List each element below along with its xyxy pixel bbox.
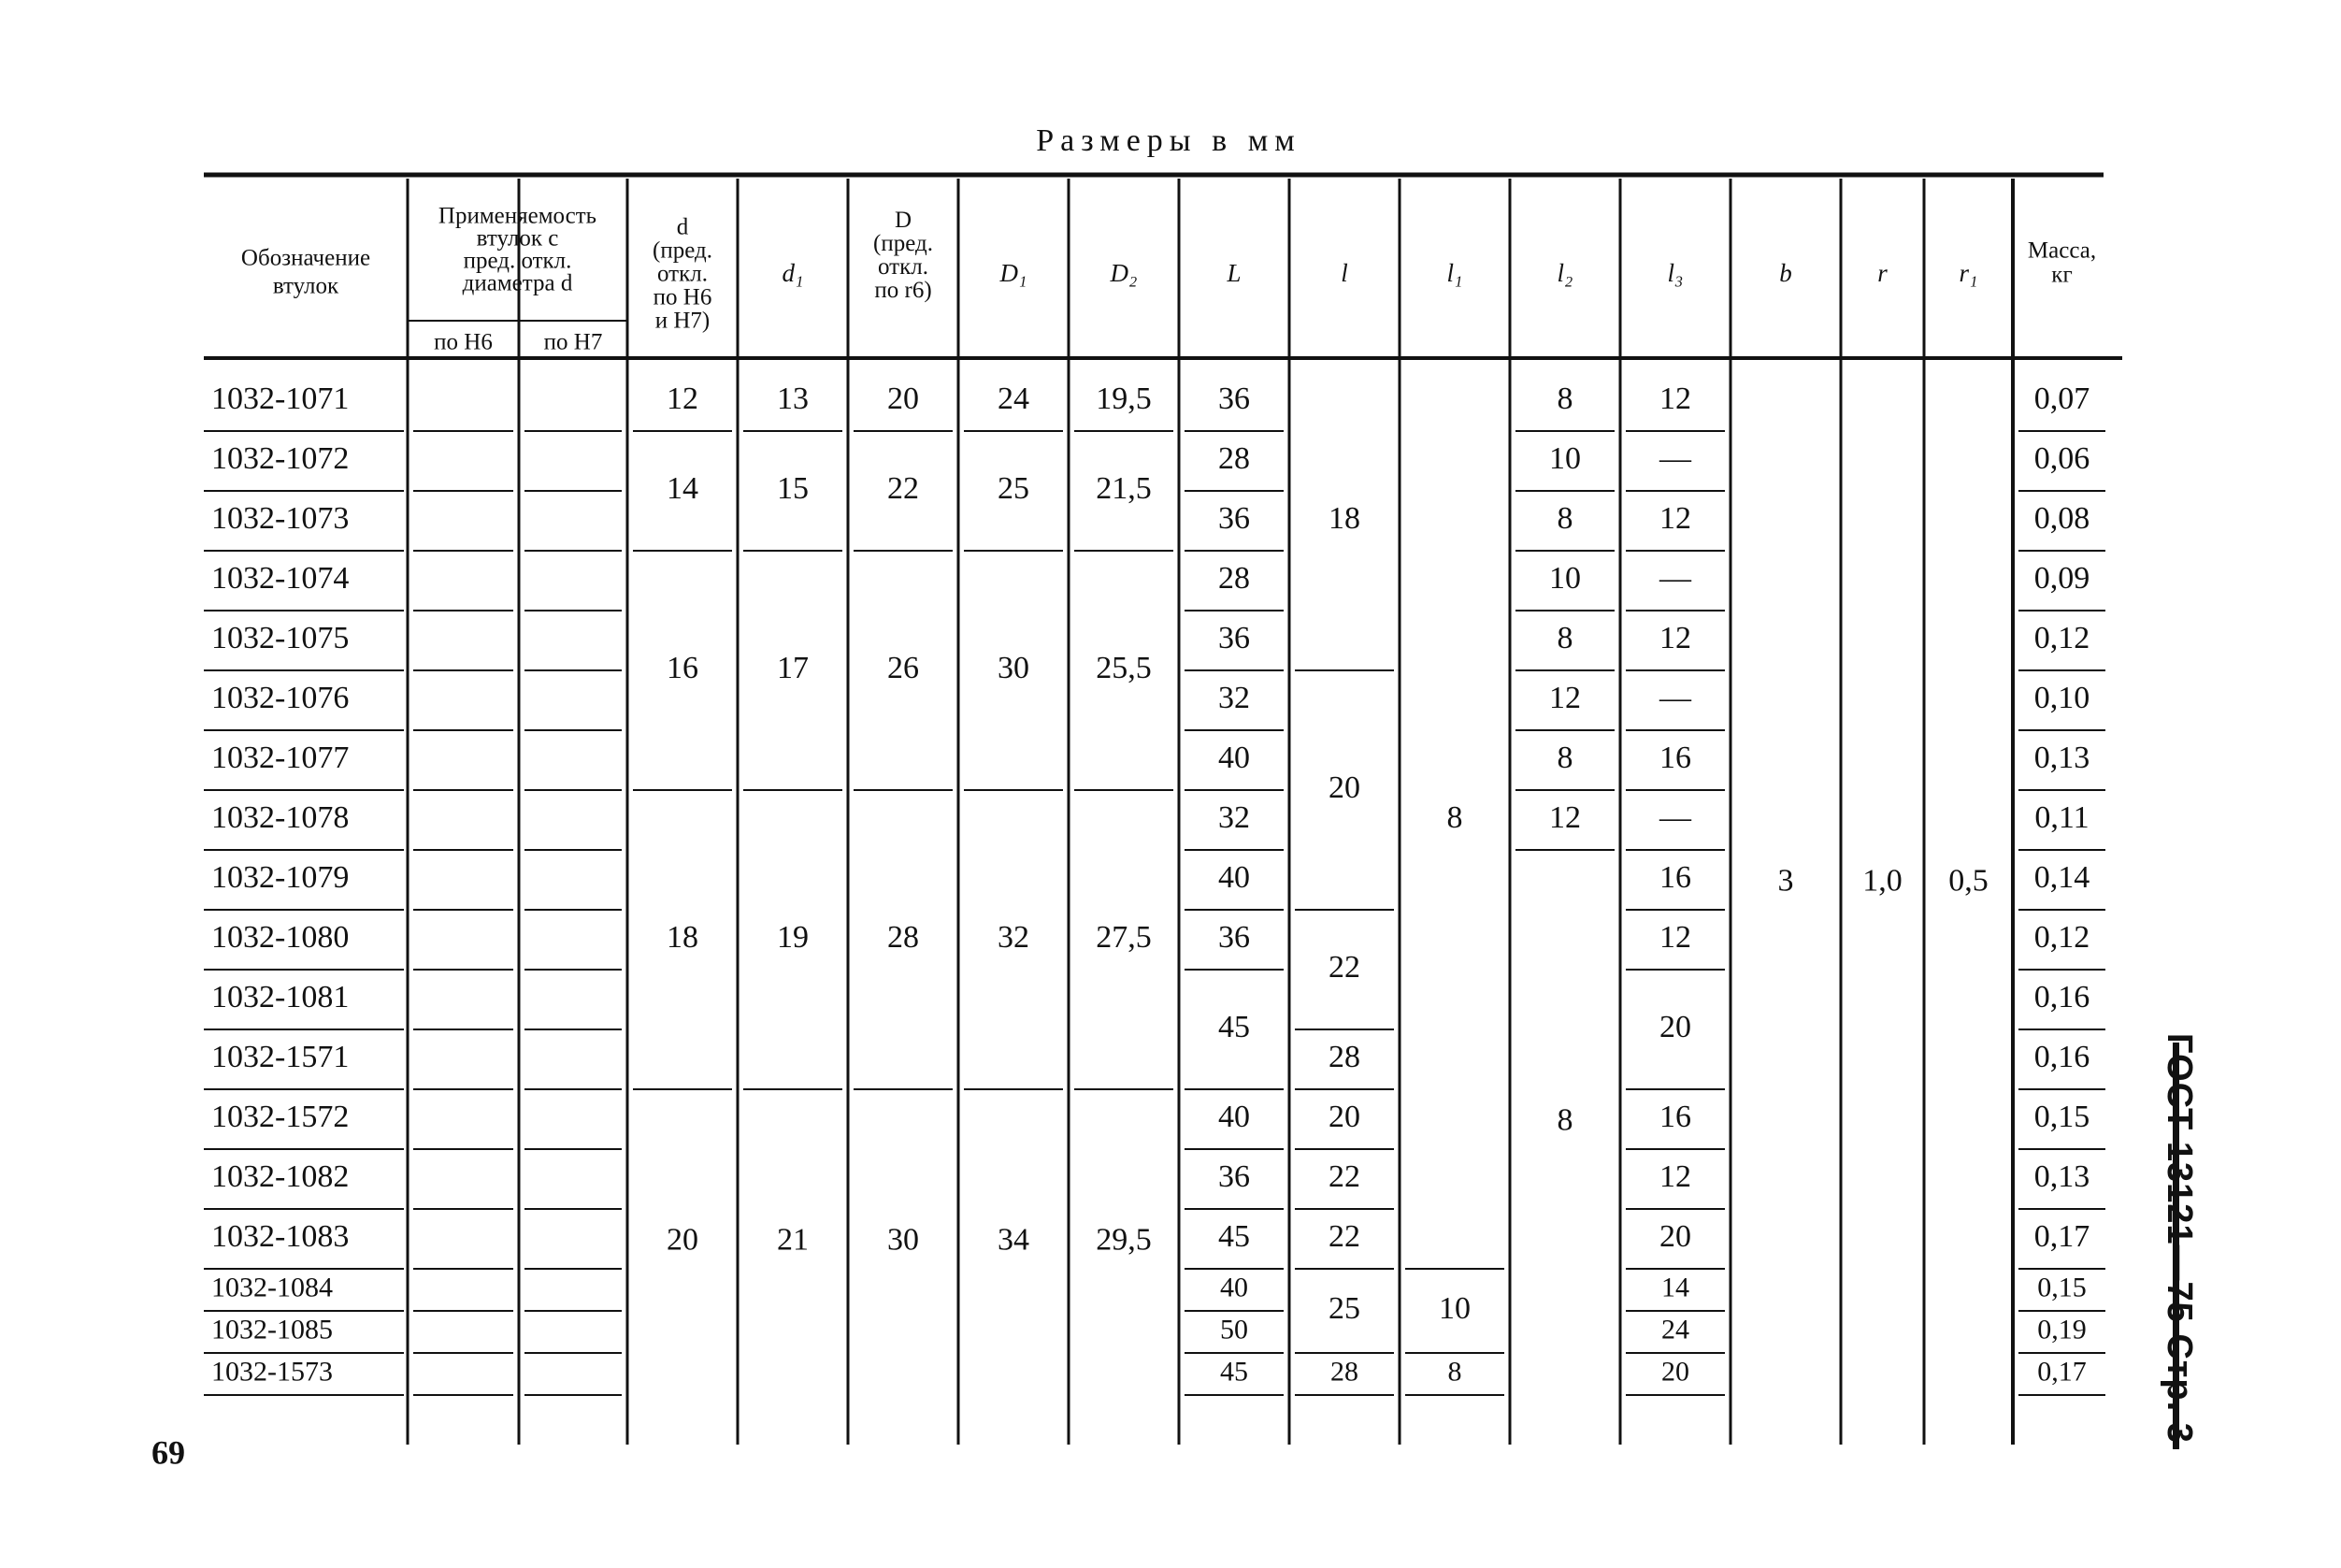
row-designation: 1032-1074: [211, 560, 350, 596]
cell-mass: 0,07: [2033, 381, 2090, 416]
cell-mass: 0,11: [2034, 799, 2090, 835]
cell-l2: 12: [1549, 799, 1581, 835]
cell-d: 12: [667, 381, 698, 416]
cell-D2: 25,5: [1096, 650, 1152, 685]
cell-mass: 0,06: [2033, 440, 2090, 476]
cell-d1: 21: [777, 1222, 809, 1258]
cell-l: 22: [1328, 1218, 1360, 1254]
cell-l: 22: [1328, 949, 1360, 985]
header-d: и H7): [654, 308, 711, 334]
cell-l2: 10: [1549, 560, 1581, 596]
cell-D1: 32: [998, 919, 1029, 955]
cell-mass: 0,15: [2037, 1272, 2087, 1303]
cell-d: 14: [667, 470, 698, 506]
cell-mass: 0,19: [2037, 1314, 2087, 1345]
cell-l2: 12: [1549, 680, 1581, 715]
header-l1: l₁: [1446, 259, 1463, 288]
cell-d: 20: [667, 1222, 698, 1258]
cell-mass: 0,12: [2033, 919, 2090, 955]
cell-D1: 25: [998, 470, 1029, 506]
cell-d1: 17: [777, 650, 809, 685]
cell-l3: 12: [1659, 620, 1691, 655]
header-mass: кг: [2051, 262, 2073, 288]
header-d1: d₁: [782, 259, 804, 288]
row-designation: 1032-1085: [211, 1314, 333, 1345]
header-r: r: [1877, 259, 1888, 288]
header-designation: втулок: [272, 273, 339, 299]
standard-side-label: [2139, 1033, 2214, 1463]
cell-l1: 8: [1446, 799, 1463, 835]
bushings-table: [204, 173, 2122, 1456]
cell-l: 18: [1328, 500, 1360, 536]
row-designation: 1032-1081: [211, 979, 350, 1014]
cell-D: 30: [887, 1222, 919, 1258]
row-designation: 1032-1080: [211, 919, 350, 955]
header-app-h7: по H7: [543, 329, 603, 355]
header-applicability: втулок с: [476, 225, 559, 252]
cell-l3: —: [1659, 440, 1691, 476]
cell-L: 50: [1220, 1314, 1248, 1345]
cell-D: 20: [887, 381, 919, 416]
header-l3: l₃: [1667, 259, 1684, 288]
cell-l3: 16: [1659, 740, 1691, 775]
cell-l2: 10: [1549, 440, 1581, 476]
header-d: по H6: [653, 284, 712, 310]
cell-L: 40: [1218, 740, 1250, 775]
cell-l: 20: [1328, 770, 1360, 805]
header-applicability: Применяемость: [438, 203, 597, 229]
cell-L: 28: [1218, 440, 1250, 476]
cell-mass: 0,16: [2033, 979, 2090, 1014]
header-D: по r6): [874, 278, 932, 304]
header-d: (пред.: [653, 237, 712, 264]
header-L: L: [1227, 259, 1242, 288]
cell-L: 40: [1218, 1099, 1250, 1134]
cell-l3: —: [1659, 560, 1691, 596]
header-app-h6: по H6: [434, 329, 493, 355]
header-d: откл.: [657, 261, 708, 287]
cell-mass: 0,13: [2033, 740, 2090, 775]
cell-L: 45: [1220, 1356, 1248, 1388]
cell-L: 28: [1218, 560, 1250, 596]
cell-l: 28: [1330, 1356, 1358, 1388]
cell-l3: 24: [1661, 1314, 1689, 1345]
row-designation: 1032-1072: [211, 440, 350, 476]
header-applicability: пред. откл.: [463, 248, 572, 274]
cell-l2: 8: [1557, 740, 1573, 775]
cell-l3: 20: [1659, 1218, 1691, 1254]
cell-l: 28: [1328, 1039, 1360, 1074]
cell-l2: 8: [1557, 1102, 1573, 1138]
cell-D2: 21,5: [1096, 470, 1152, 506]
cell-l3: 20: [1659, 1009, 1691, 1044]
cell-l3: —: [1659, 680, 1691, 715]
header-b: b: [1779, 259, 1792, 288]
row-designation: 1032-1077: [211, 740, 350, 775]
cell-l3: —: [1659, 799, 1691, 835]
cell-L: 36: [1218, 1158, 1250, 1194]
cell-d1: 15: [777, 470, 809, 506]
cell-L: 40: [1220, 1272, 1248, 1303]
cell-b: 3: [1777, 863, 1794, 899]
cell-l3: 12: [1659, 381, 1691, 416]
cell-D2: 19,5: [1096, 381, 1152, 416]
cell-r: 1,0: [1862, 863, 1903, 899]
cell-l3: 14: [1661, 1272, 1689, 1303]
header-D: (пред.: [873, 231, 933, 257]
cell-l3: 12: [1659, 919, 1691, 955]
row-designation: 1032-1071: [211, 381, 350, 416]
row-designation: 1032-1571: [211, 1039, 350, 1074]
cell-l1: 8: [1447, 1356, 1462, 1388]
header-D: откл.: [878, 254, 928, 281]
row-designation: 1032-1083: [211, 1218, 350, 1254]
cell-mass: 0,17: [2033, 1218, 2090, 1254]
cell-D2: 29,5: [1096, 1222, 1152, 1258]
row-designation: 1032-1075: [211, 620, 350, 655]
row-designation: 1032-1082: [211, 1158, 350, 1194]
cell-mass: 0,15: [2033, 1099, 2090, 1134]
cell-mass: 0,17: [2037, 1356, 2087, 1388]
header-d: d: [676, 214, 689, 240]
cell-l3: 16: [1659, 859, 1691, 895]
cell-l3: 12: [1659, 500, 1691, 536]
cell-mass: 0,13: [2033, 1158, 2090, 1194]
cell-l: 22: [1328, 1158, 1360, 1194]
header-D: D: [894, 208, 912, 234]
header-mass: Масса,: [2027, 237, 2097, 264]
cell-L: 32: [1218, 680, 1250, 715]
row-designation: 1032-1084: [211, 1272, 333, 1303]
cell-L: 45: [1218, 1218, 1250, 1254]
cell-mass: 0,08: [2033, 500, 2090, 536]
row-designation: 1032-1078: [211, 799, 350, 835]
cell-L: 32: [1218, 799, 1250, 835]
cell-L: 40: [1218, 859, 1250, 895]
row-designation: 1032-1573: [211, 1356, 333, 1388]
header-l2: l₂: [1557, 259, 1573, 288]
table-body: [211, 381, 2090, 1388]
header-designation: Обозначение: [240, 245, 371, 271]
cell-l3: 12: [1659, 1158, 1691, 1194]
cell-l3: 20: [1661, 1356, 1689, 1388]
header-D2: D₂: [1110, 259, 1138, 288]
header-r1: r₁: [1959, 259, 1978, 288]
cell-D: 22: [887, 470, 919, 506]
page-number: 69: [151, 1434, 185, 1472]
cell-mass: 0,10: [2033, 680, 2090, 715]
cell-l: 20: [1328, 1099, 1360, 1134]
cell-mass: 0,12: [2033, 620, 2090, 655]
cell-D: 28: [887, 919, 919, 955]
table-rules: [204, 173, 2122, 1445]
cell-d: 18: [667, 919, 698, 955]
row-designation: 1032-1572: [211, 1099, 350, 1134]
cell-L: 36: [1218, 919, 1250, 955]
header-D1: D₁: [999, 259, 1027, 288]
cell-l1: 10: [1439, 1290, 1471, 1326]
cell-mass: 0,14: [2033, 859, 2090, 895]
row-designation: 1032-1073: [211, 500, 350, 536]
cell-l2: 8: [1557, 381, 1573, 416]
cell-d: 16: [667, 650, 698, 685]
cell-D: 26: [887, 650, 919, 685]
cell-D1: 24: [998, 381, 1029, 416]
cell-D1: 30: [998, 650, 1029, 685]
standard-side-label-text: ГОСТ 13121—75 Стр. 3: [2160, 1033, 2199, 1444]
cell-l3: 16: [1659, 1099, 1691, 1134]
cell-l: 25: [1328, 1290, 1360, 1326]
dimensions-caption: Размеры в мм: [1036, 123, 1301, 158]
cell-D2: 27,5: [1096, 919, 1152, 955]
row-designation: 1032-1079: [211, 859, 350, 895]
cell-mass: 0,09: [2033, 560, 2090, 596]
cell-l2: 8: [1557, 620, 1573, 655]
cell-D1: 34: [998, 1222, 1029, 1258]
cell-d1: 13: [777, 381, 809, 416]
cell-L: 45: [1218, 1009, 1250, 1044]
cell-mass: 0,16: [2033, 1039, 2090, 1074]
header-applicability: диаметра d: [462, 270, 573, 296]
cell-L: 36: [1218, 500, 1250, 536]
cell-r1: 0,5: [1948, 863, 1989, 899]
cell-d1: 19: [777, 919, 809, 955]
cell-L: 36: [1218, 381, 1250, 416]
cell-l2: 8: [1557, 500, 1573, 536]
header-l: l: [1341, 259, 1348, 288]
cell-L: 36: [1218, 620, 1250, 655]
row-designation: 1032-1076: [211, 680, 350, 715]
